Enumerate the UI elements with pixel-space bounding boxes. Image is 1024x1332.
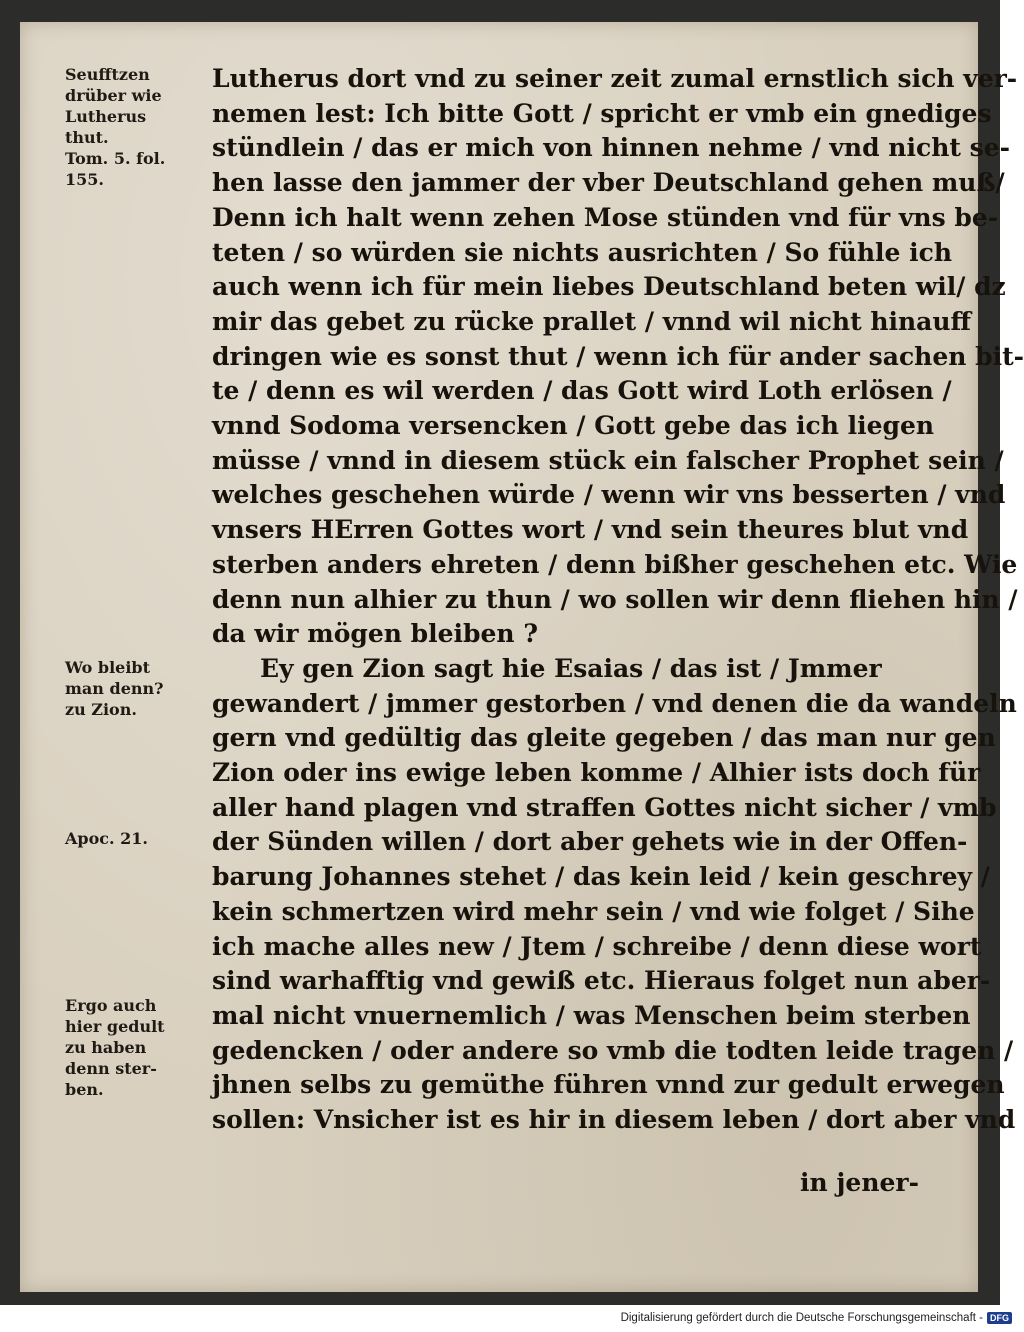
text-line: gedencken / oder andere so vmb die todten leide tragen / — [212, 1035, 1014, 1065]
margin-note-line: zu Zion. — [65, 700, 137, 719]
margin-note-line: denn ster- — [65, 1059, 157, 1078]
margin-note-zion — [65, 657, 215, 720]
text-line: vnnd Sodoma versencken / Gott gebe das ich liegen — [212, 411, 935, 441]
text-line: Denn ich halt wenn zehen Mose stünden vnd für vns be- — [212, 202, 999, 232]
text-line: mir das gebet zu rücke prallet / vnnd wil nicht hinauff — [212, 306, 972, 336]
footer-credit — [621, 1312, 1012, 1324]
margin-note-line: Tom. 5. fol. — [65, 149, 166, 168]
text-line: sterben anders ehreten / denn bißher geschehen etc. Wie — [212, 549, 1018, 579]
text-line: sollen: Vnsicher ist es hir in diesem leben / dort aber vnd — [212, 1105, 1016, 1135]
text-line: aller hand plagen vnd straffen Gottes nicht sicher / vmb — [212, 792, 997, 822]
text-line: nemen lest: Ich bitte Gott / spricht er vmb ein gnediges — [212, 98, 992, 128]
text-line: auch wenn ich für mein liebes Deutschland beten wil/ dz — [212, 272, 1006, 302]
body-text — [212, 62, 1024, 1138]
margin-note-line: hier gedult — [65, 1017, 165, 1036]
text-line: Zion oder ins ewige leben komme / Alhier ists doch für — [212, 758, 981, 788]
text-line: gewandert / jmmer gestorben / vnd denen die da wandeln — [212, 688, 1017, 718]
margin-note-line: Ergo auch — [65, 996, 157, 1015]
text-line: sind warhafftig vnd gewiß etc. Hieraus folget nun aber- — [212, 966, 991, 996]
text-line: jhnen selbs zu gemüthe führen vnnd zur gedult erwegen — [212, 1070, 1005, 1100]
margin-note-apoc — [65, 828, 215, 849]
margin-note-line: thut. — [65, 128, 109, 147]
text-line: ich mache alles new / Jtem / schreibe / denn diese wort — [212, 931, 982, 961]
text-line: da wir mögen bleiben ? — [212, 619, 538, 649]
text-line: Ey gen Zion sagt hie Esaias / das ist / Jmmer — [260, 653, 882, 683]
margin-note-line: Lutherus — [65, 107, 147, 126]
text-line: kein schmertzen wird mehr sein / vnd wie folget / Sihe — [212, 896, 975, 926]
text-line: te / denn es wil werden / das Gott wird Loth erlösen / — [212, 376, 952, 406]
text-line: stündlein / das er mich von hinnen nehme / vnd nicht se- — [212, 133, 1010, 163]
margin-note-line: Apoc. 21. — [65, 829, 148, 848]
margin-note-line: drüber wie — [65, 86, 162, 105]
margin-note-line: ben. — [65, 1080, 104, 1099]
text-line: barung Johannes stehet / das kein leid / kein geschrey / — [212, 862, 990, 892]
footer-text: Digitalisierung gefördert durch die Deutsche Forschungsgemeinschaft - — [620, 1312, 983, 1324]
text-line: hen lasse den jammer der vber Deutschland gehen muß/ — [212, 168, 1005, 198]
text-line: vnsers HErren Gottes wort / vnd sein theures blut vnd — [212, 515, 969, 545]
text-line: mal nicht vnuernemlich / was Menschen beim sterben — [212, 1000, 971, 1030]
margin-note-line: man denn? — [65, 679, 164, 698]
text-line: dringen wie es sonst thut / wenn ich für ander sachen bit- — [212, 341, 1024, 371]
catchword: in jener- — [800, 1168, 919, 1197]
margin-note-lutherus — [65, 64, 215, 190]
text-line: welches geschehen würde / wenn wir vns besserten / vnd — [212, 480, 1006, 510]
margin-note-line: 155. — [65, 170, 104, 189]
text-line: der Sünden willen / dort aber gehets wie in der Offen- — [212, 827, 968, 857]
margin-note-line: Wo bleibt — [65, 658, 151, 677]
margin-note-line: zu haben — [65, 1038, 147, 1057]
text-line: teten / so würden sie nichts ausrichten / So fühle ich — [212, 237, 953, 267]
margin-note-line: Seufftzen — [65, 65, 150, 84]
text-line: müsse / vnnd in diesem stück ein falscher Prophet sein / — [212, 445, 1004, 475]
text-line: gern vnd gedültig das gleite gegeben / das man nur gen — [212, 723, 996, 753]
text-line: denn nun alhier zu thun / wo sollen wir denn fliehen hin / — [212, 584, 1018, 614]
book-page — [20, 22, 1024, 1292]
text-line: Lutherus dort vnd zu seiner zeit zumal ernstlich sich ver- — [212, 64, 1018, 93]
margin-note-ergo — [65, 995, 215, 1100]
dfg-logo: DFG — [987, 1312, 1012, 1324]
